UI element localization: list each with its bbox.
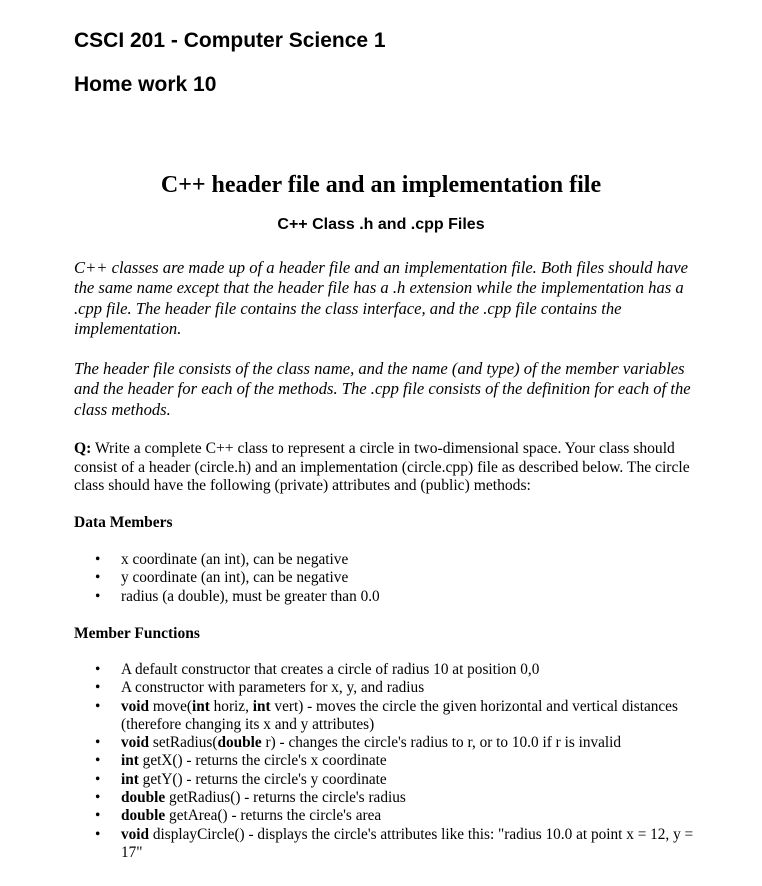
bullet-icon: • bbox=[95, 752, 101, 770]
member-functions-heading: Member Functions bbox=[74, 625, 200, 642]
bullet-icon: • bbox=[95, 569, 101, 587]
bullet-icon: • bbox=[95, 551, 101, 568]
bullet-icon: • bbox=[95, 789, 101, 807]
list-item: • A constructor with parameters for x, y, and radius bbox=[95, 679, 425, 697]
bullet-icon: • bbox=[95, 807, 101, 825]
bullet-icon: • bbox=[95, 587, 101, 605]
bullet-icon: • bbox=[95, 770, 101, 788]
intro-paragraph-1: C++ classes are made up of a header file and an implementation file. Both files should have the same name except that the header file has a .h extension while the implementation has a .cpp file. The header file contains the class interface, and the .cpp file contains the implementation. bbox=[74, 258, 689, 338]
list-item: • void setRadius(double r) - changes the circle's radius to r, or to 10.0 if r is invalid bbox=[95, 734, 622, 752]
subtitle: C++ Class .h and .cpp Files bbox=[277, 216, 485, 233]
list-item: • x coordinate (an int), can be negative bbox=[95, 551, 349, 568]
intro-paragraph-2: The header file consists of the class name, and the name (and type) of the member variables and the header for each of the methods. The .cpp file consists of the definition for each of the class methods. bbox=[74, 359, 691, 419]
list-item: • y coordinate (an int), can be negative bbox=[95, 569, 349, 587]
bullet-icon: • bbox=[95, 697, 101, 715]
data-members-list bbox=[95, 551, 655, 606]
question-text: Write a complete C++ class to represent a circle in two-dimensional space. Your class should consist of a header (circle.h) and an implementation (circle.cpp) file as described below. The circle class should have the following (private) attributes and (public) methods: bbox=[74, 440, 690, 495]
course-title: CSCI 201 - Computer Science 1 bbox=[74, 29, 386, 52]
question-label: Q: bbox=[74, 440, 92, 457]
question-paragraph bbox=[74, 440, 714, 496]
bullet-icon: • bbox=[95, 661, 101, 678]
list-item: • double getRadius() - returns the circle's radius bbox=[95, 789, 406, 807]
list-item: • radius (a double), must be greater than 0.0 bbox=[95, 587, 380, 605]
homework-title: Home work 10 bbox=[74, 73, 217, 96]
list-item: • void displayCircle() - displays the circle's attributes like this: "radius 10.0 at point x = 12, y = 17" bbox=[95, 825, 694, 861]
bullet-icon: • bbox=[95, 679, 101, 697]
list-item: • double getArea() - returns the circle's area bbox=[95, 807, 382, 825]
member-functions-list bbox=[95, 661, 695, 862]
bullet-icon: • bbox=[95, 825, 101, 843]
list-item: • A default constructor that creates a circle of radius 10 at position 0,0 bbox=[95, 661, 540, 678]
list-item: • void move(int horiz, int vert) - moves the circle the given horizontal and vertical distances (therefore changing its x and y attributes) bbox=[95, 697, 678, 733]
list-item: • int getY() - returns the circle's y coordinate bbox=[95, 770, 387, 788]
data-members-heading: Data Members bbox=[74, 514, 173, 531]
bullet-icon: • bbox=[95, 734, 101, 752]
list-item: • int getX() - returns the circle's x coordinate bbox=[95, 752, 387, 770]
main-title: C++ header file and an implementation file bbox=[160, 172, 602, 198]
